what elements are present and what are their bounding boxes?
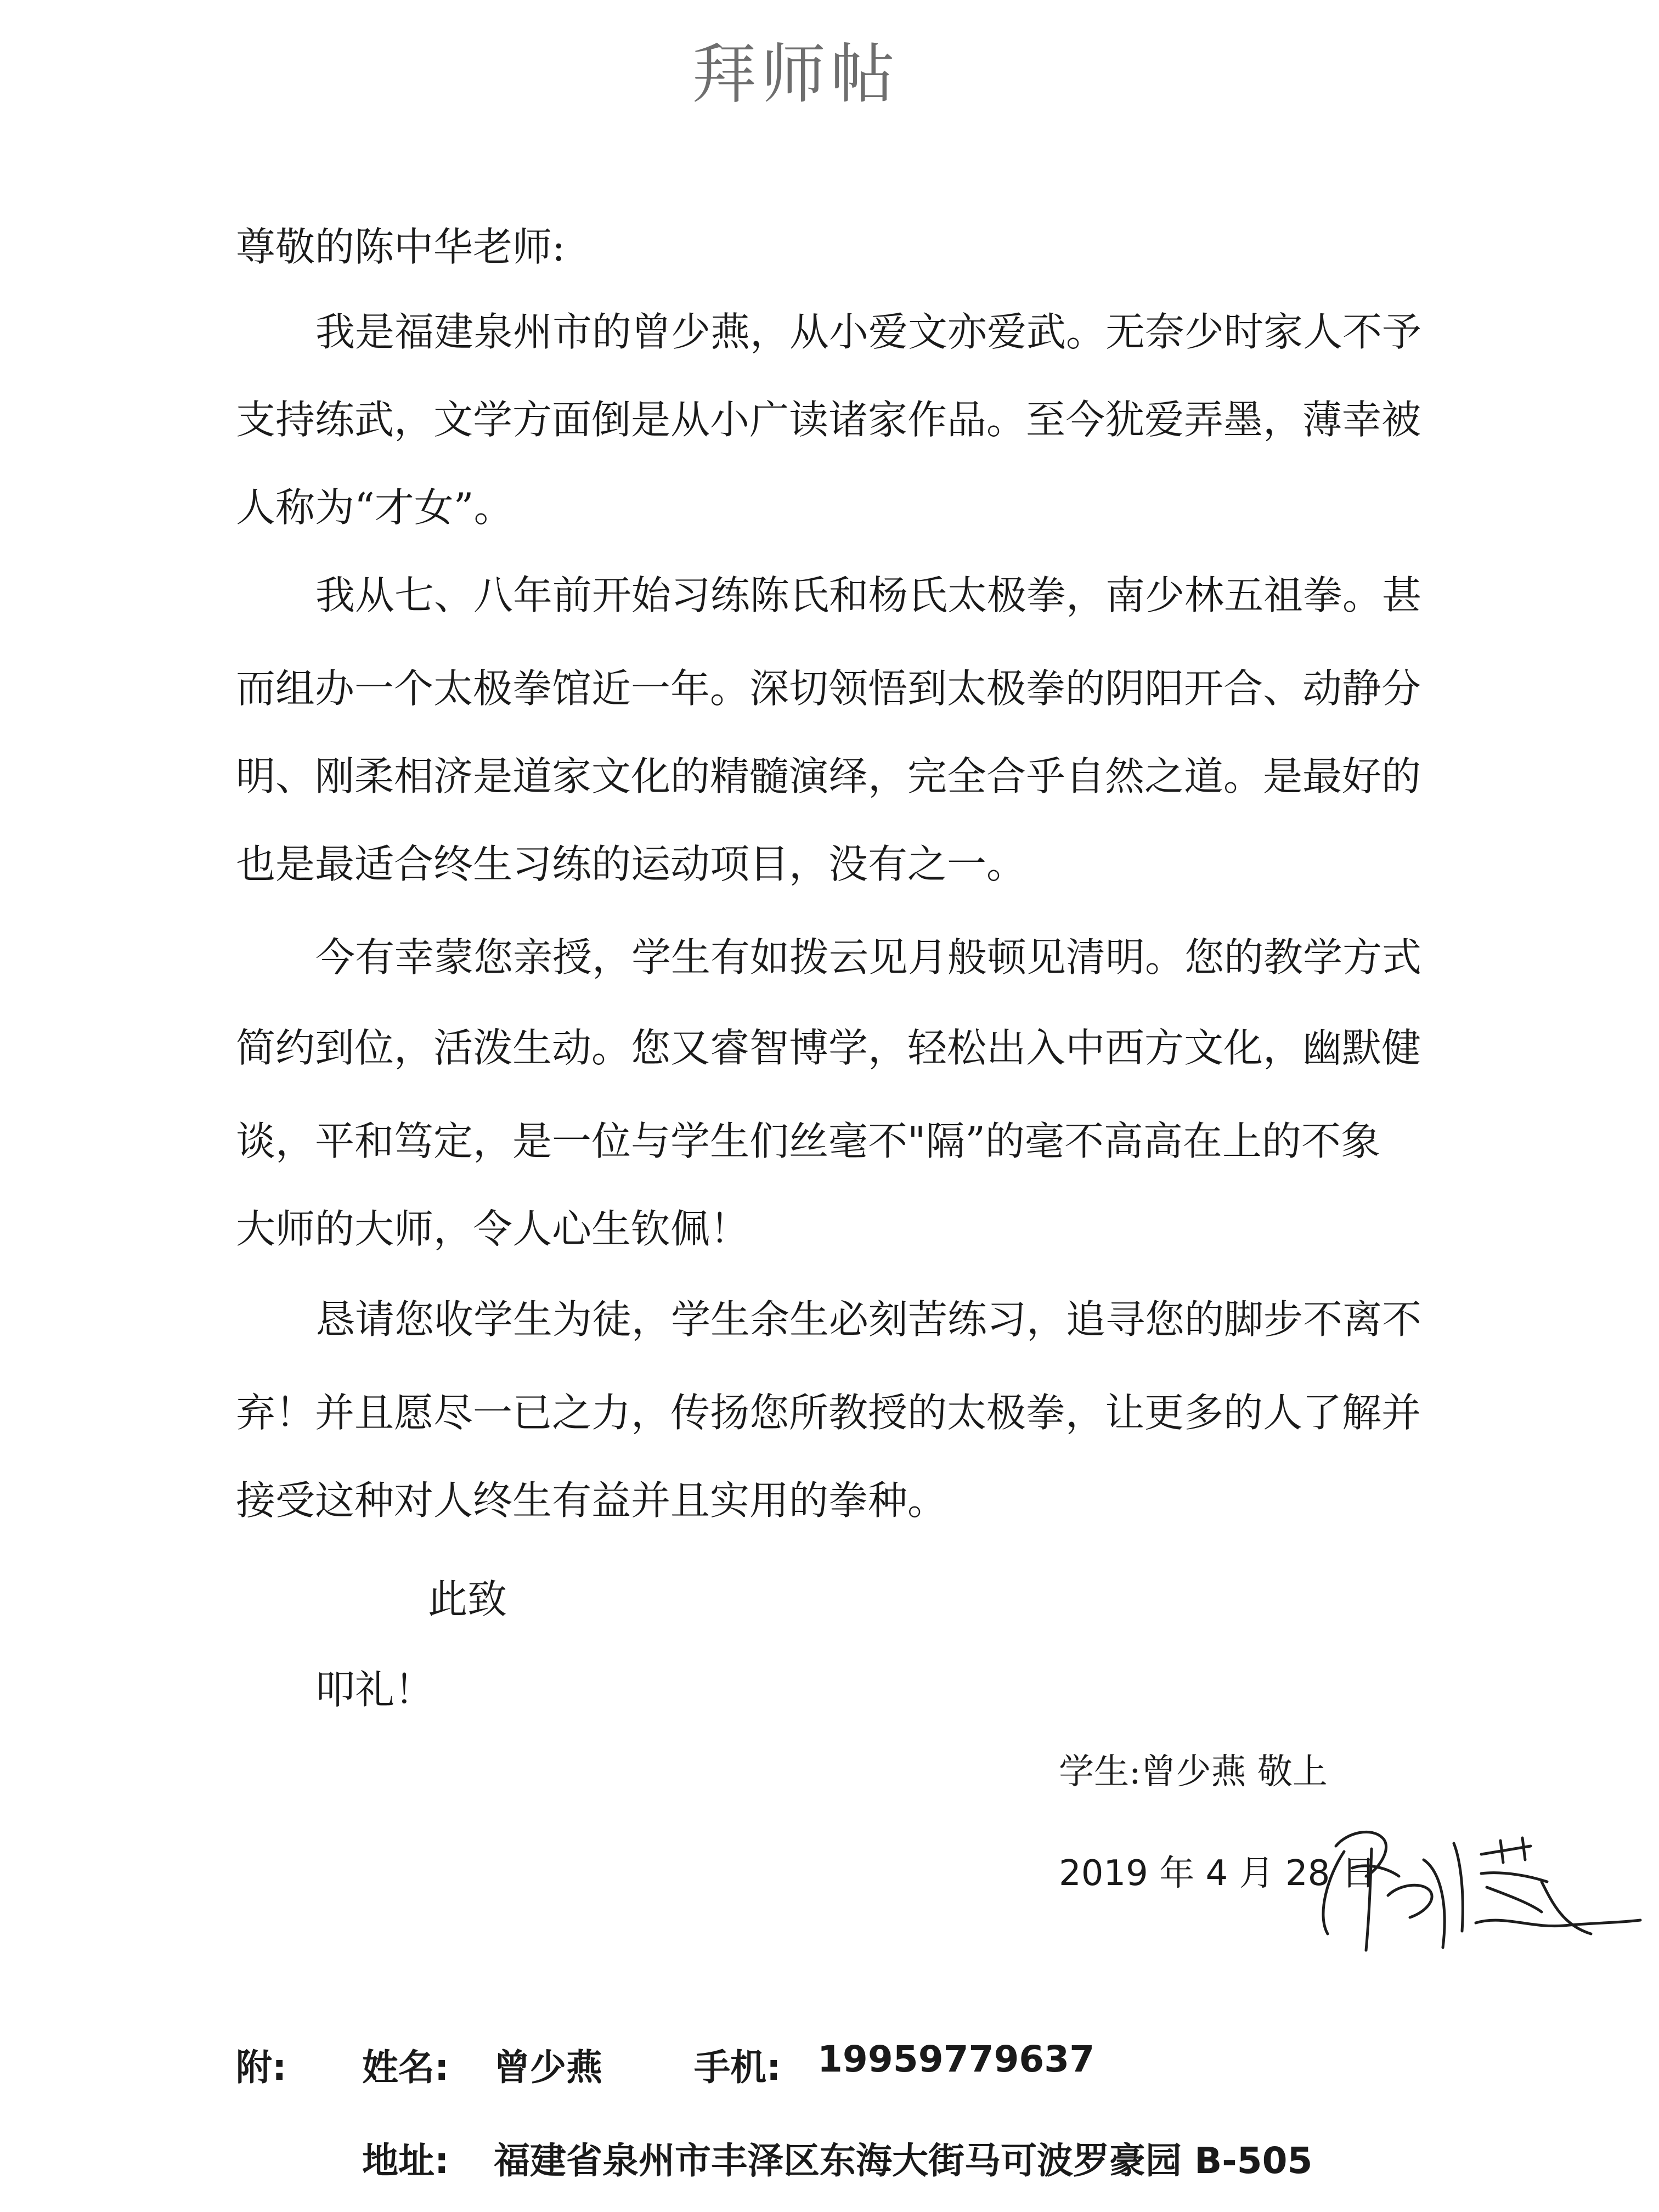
name-value: 曾少燕 xyxy=(494,2046,602,2089)
paragraph-2-line-3: 明、刚柔相济是道家文化的精髓演绎，完全合乎自然之道。是最好的 xyxy=(236,753,1421,799)
document-title: 拜师帖 xyxy=(691,36,899,112)
paragraph-3-line-4: 大师的大师，令人心生钦佩！ xyxy=(236,1206,750,1252)
address-label: 地址: xyxy=(362,2140,449,2182)
address-value: 福建省泉州市丰泽区东海大街马可波罗豪园 B-505 xyxy=(494,2140,1313,2182)
paragraph-4-line-1: 恳请您收学生为徒，学生余生必刻苦练习，追寻您的脚步不离不 xyxy=(315,1296,1422,1342)
paragraph-3-line-1: 今有幸蒙您亲授，学生有如拨云见月般顿见清明。您的教学方式 xyxy=(315,934,1422,980)
paragraph-3-line-2: 简约到位，活泼生动。您又睿智博学，轻松出入中西方文化，幽默健 xyxy=(236,1025,1421,1071)
name-label: 姓名: xyxy=(362,2046,449,2089)
paragraph-2-line-1: 我从七、八年前开始习练陈氏和杨氏太极拳，南少林五祖拳。甚 xyxy=(315,572,1422,618)
salutation: 尊敬的陈中华老师: xyxy=(236,224,566,270)
paragraph-2-line-2: 而组办一个太极拳馆近一年。深切领悟到太极拳的阴阳开合、动静分 xyxy=(236,665,1421,712)
paragraph-3-line-3: 谈，平和笃定，是一位与学生们丝毫不"隔”的毫不高高在上的不象 xyxy=(236,1118,1380,1164)
closing-line-2: 叩礼！ xyxy=(315,1667,435,1713)
phone-value: 19959779637 xyxy=(817,2038,1095,2080)
handwritten-signature xyxy=(1306,1794,1646,1959)
closing-line-1: 此致 xyxy=(428,1576,507,1622)
paragraph-2-line-4: 也是最适合终生习练的运动项目，没有之一。 xyxy=(236,841,1026,887)
letter-date: 2019 年 4 月 28 日 xyxy=(1059,1853,1376,1894)
paragraph-4-line-2: 弃！并且愿尽一已之力，传扬您所教授的太极拳，让更多的人了解并 xyxy=(236,1390,1421,1436)
attachment-label: 附: xyxy=(236,2046,287,2089)
student-signoff: 学生:曾少燕 敬上 xyxy=(1059,1752,1328,1792)
phone-label: 手机: xyxy=(694,2046,781,2089)
paragraph-1-line-3: 人称为“才女”。 xyxy=(236,484,514,531)
paragraph-1-line-2: 支持练武，文学方面倒是从小广读诸家作品。至今犹爱弄墨，薄幸被 xyxy=(236,397,1421,443)
paragraph-1-line-1: 我是福建泉州市的曾少燕，从小爱文亦爱武。无奈少时家人不予 xyxy=(315,309,1422,355)
paragraph-4-line-3: 接受这种对人终生有益并且实用的拳种。 xyxy=(236,1477,947,1523)
